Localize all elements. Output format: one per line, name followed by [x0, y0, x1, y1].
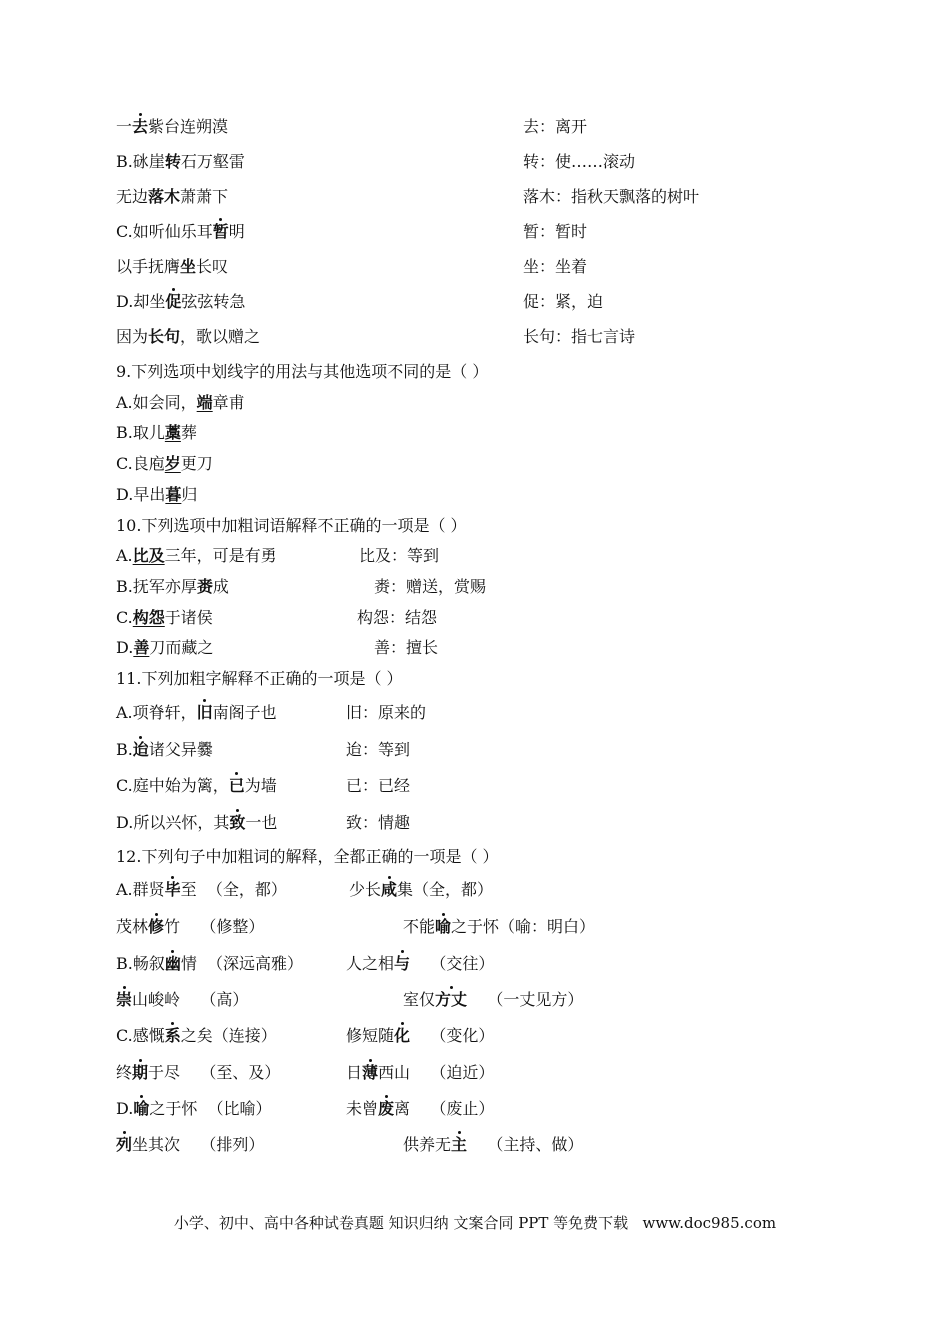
q9-option-d: D.早出暮归 — [116, 485, 198, 504]
row-6-left: D.却坐促弦弦转急 — [116, 292, 246, 311]
q10-option-d: D.善刀而藏之 — [116, 638, 214, 657]
q12-row-5-b: 修短随化 （变化） — [346, 1026, 495, 1045]
q11-option-c: C.庭中始为篱，已为墙 — [116, 776, 277, 795]
row-4-right: 暂：暂时 — [523, 222, 588, 241]
q12-row-3-b: 人之相与 （交往） — [346, 954, 495, 973]
q12-row-4-b: 室仅方丈 （一丈见方） — [403, 990, 584, 1009]
q9-option-b: B.取儿藁葬 — [116, 423, 197, 442]
row-3-right: 落木：指秋天飘落的树叶 — [523, 187, 700, 206]
q12-row-8-b: 供养无主 （主持、做） — [403, 1135, 584, 1154]
row-1-left: 一去紫台连朔漠 — [116, 117, 229, 136]
row-1-right: 去：离开 — [523, 117, 588, 136]
q12-row-2-a: 茂林修竹 （修整） — [116, 917, 265, 936]
q11-option-d: D.所以兴怀，其致一也 — [116, 813, 278, 832]
q12-row-2-b: 不能喻之于怀（喻：明白） — [403, 917, 596, 936]
row-2-right: 转：使……滚动 — [523, 152, 636, 171]
q11-option-b: B.迨诸父异爨 — [116, 740, 213, 759]
q12-row-3-a: B.畅叙幽情 （深远高雅） — [116, 954, 304, 973]
q9-option-a: A.如会同，端章甫 — [116, 393, 245, 412]
q10-title: 10.下列选项中加粗词语解释不正确的一项是（ ） — [116, 516, 467, 535]
q10-option-a: A.比及三年，可是有勇 — [116, 546, 277, 565]
q12-row-4-a: 崇山峻岭 （高） — [116, 990, 249, 1009]
q10-option-d-explanation: 善：擅长 — [374, 638, 439, 657]
q10-option-b: B.抚军亦厚赉成 — [116, 577, 229, 596]
row-4-left: C.如听仙乐耳暂明 — [116, 222, 245, 241]
q10-option-b-explanation: 赉：赠送，赏赐 — [374, 577, 487, 596]
row-5-right: 坐：坐着 — [523, 257, 588, 276]
page-footer: 小学、初中、高中各种试卷真题 知识归纳 文案合同 PPT 等免费下载 www.doc985.com — [173, 1214, 777, 1232]
q12-row-6-a: 终期于尽 （至、及） — [116, 1063, 281, 1082]
q12-row-6-b: 日薄西山 （迫近） — [346, 1063, 495, 1082]
q12-row-5-a: C.感慨系之矣（连接） — [116, 1026, 277, 1045]
q12-row-8-a: 列坐其次 （排列） — [116, 1135, 265, 1154]
row-3-left: 无边落木萧萧下 — [116, 187, 229, 206]
q11-title: 11.下列加粗字解释不正确的一项是（ ） — [116, 669, 403, 688]
q10-option-a-explanation: 比及：等到 — [359, 546, 440, 565]
q10-option-c: C.构怨于诸侯 — [116, 608, 213, 627]
row-5-left: 以手抚膺坐长叹 — [116, 257, 229, 276]
q9-title: 9.下列选项中划线字的用法与其他选项不同的是（ ） — [116, 362, 489, 381]
q10-option-c-explanation: 构怨：结怨 — [357, 608, 438, 627]
q12-title: 12.下列句子中加粗词的解释，全都正确的一项是（ ） — [116, 847, 499, 866]
row-7-left: 因为长句，歌以赠之 — [116, 327, 261, 346]
q9-option-c: C.良庖岁更刀 — [116, 454, 213, 473]
q12-row-1-b: 少长咸集（全，都） — [349, 880, 494, 899]
q12-row-7-a: D.喻之于怀 （比喻） — [116, 1099, 272, 1118]
row-2-left: B.砯崖转石万壑雷 — [116, 152, 245, 171]
row-6-right: 促：紧，迫 — [523, 292, 604, 311]
q11-option-a-explanation: 旧：原来的 — [346, 703, 427, 722]
q11-option-a: A.项脊轩，旧南阁子也 — [116, 703, 277, 722]
q11-option-c-explanation: 已：已经 — [346, 776, 411, 795]
row-7-right: 长句：指七言诗 — [523, 327, 636, 346]
q11-option-d-explanation: 致：情趣 — [346, 813, 411, 832]
q12-row-1-a: A.群贤毕至 （全，都） — [116, 880, 287, 899]
q12-row-7-b: 未曾废离 （废止） — [346, 1099, 495, 1118]
q11-option-b-explanation: 迨：等到 — [346, 740, 411, 759]
